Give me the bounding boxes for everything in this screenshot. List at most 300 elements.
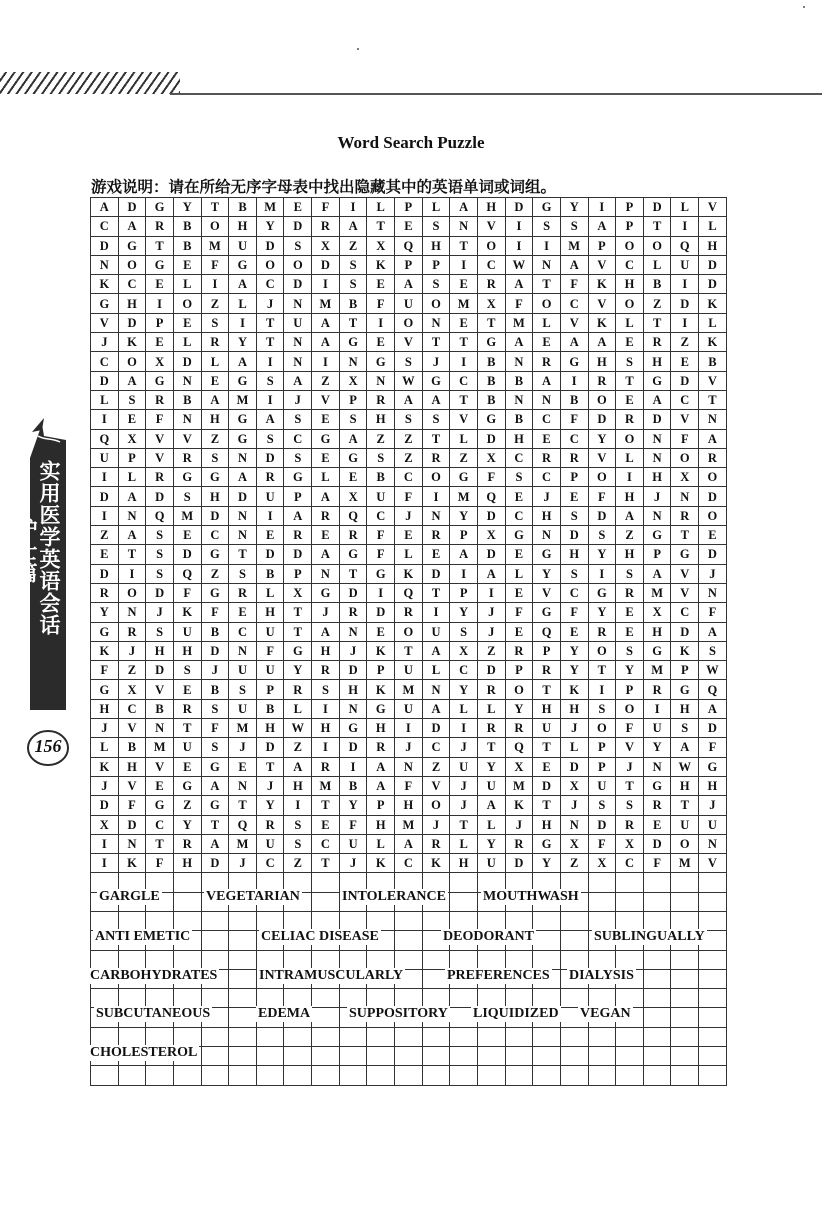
grid-cell: J — [450, 776, 478, 795]
grid-cell — [643, 1047, 671, 1066]
grid-cell: P — [367, 796, 395, 815]
grid-cell — [477, 1066, 505, 1085]
grid-cell: M — [229, 719, 257, 738]
grid-cell: I — [146, 294, 174, 313]
grid-cell: N — [643, 757, 671, 776]
grid-cell: E — [229, 603, 257, 622]
grid-cell: R — [146, 217, 174, 236]
grid-cell: X — [339, 371, 367, 390]
grid-cell: F — [367, 545, 395, 564]
grid-cell: G — [229, 255, 257, 274]
grid-cell: J — [395, 506, 423, 525]
grid-cell: H — [256, 719, 284, 738]
word-list-item: LIQUIDIZED — [473, 1006, 559, 1021]
grid-cell: J — [91, 776, 119, 795]
grid-cell: E — [450, 275, 478, 294]
grid-cell: E — [671, 352, 699, 371]
grid-cell: V — [588, 255, 616, 274]
grid-cell: D — [699, 255, 727, 274]
grid-cell: Y — [91, 603, 119, 622]
word-list-item: MOUTHWASH — [483, 889, 579, 904]
grid-cell: T — [450, 236, 478, 255]
grid-cell: F — [505, 294, 533, 313]
grid-cell: A — [312, 487, 340, 506]
grid-cell: J — [643, 487, 671, 506]
scan-speck — [357, 48, 359, 50]
grid-cell: T — [229, 796, 257, 815]
grid-cell: K — [91, 641, 119, 660]
grid-cell: E — [173, 313, 201, 332]
grid-cell: B — [146, 699, 174, 718]
grid-cell: B — [256, 699, 284, 718]
grid-cell — [699, 873, 727, 892]
grid-cell: H — [312, 719, 340, 738]
grid-cell: A — [477, 564, 505, 583]
grid-cell: D — [422, 564, 450, 583]
grid-cell: S — [256, 429, 284, 448]
grid-cell: P — [284, 487, 312, 506]
grid-cell: X — [477, 448, 505, 467]
grid-cell: C — [256, 854, 284, 873]
grid-cell: X — [560, 834, 588, 853]
grid-cell: T — [284, 622, 312, 641]
grid-cell: V — [450, 410, 478, 429]
grid-cell: L — [450, 699, 478, 718]
grid-cell — [505, 950, 533, 969]
grid-cell: K — [118, 333, 146, 352]
grid-cell: A — [229, 352, 257, 371]
grid-cell — [450, 892, 478, 911]
grid-cell: S — [616, 564, 644, 583]
grid-cell: H — [450, 854, 478, 873]
grid-cell — [395, 1027, 423, 1046]
grid-cell: Y — [450, 506, 478, 525]
grid-cell: W — [505, 255, 533, 274]
grid-cell: I — [91, 468, 119, 487]
grid-cell: P — [256, 680, 284, 699]
grid-cell — [671, 1008, 699, 1027]
grid-cell: U — [450, 757, 478, 776]
grid-cell: R — [367, 390, 395, 409]
grid-cell: L — [450, 429, 478, 448]
grid-cell: O — [616, 699, 644, 718]
grid-cell: U — [173, 622, 201, 641]
grid-cell: K — [505, 796, 533, 815]
grid-cell: E — [560, 487, 588, 506]
grid-cell — [229, 989, 257, 1008]
grid-cell: S — [505, 468, 533, 487]
grid-cell: A — [284, 757, 312, 776]
grid-cell: R — [533, 352, 561, 371]
grid-cell — [533, 1066, 561, 1085]
grid-cell: S — [588, 796, 616, 815]
grid-cell: M — [643, 661, 671, 680]
grid-cell: L — [367, 834, 395, 853]
grid-cell: F — [588, 487, 616, 506]
grid-cell: T — [477, 313, 505, 332]
grid-cell: K — [367, 255, 395, 274]
grid-row — [91, 448, 727, 467]
grid-cell: U — [643, 719, 671, 738]
grid-cell: I — [671, 275, 699, 294]
grid-cell: D — [671, 294, 699, 313]
grid-cell: G — [201, 796, 229, 815]
grid-cell: N — [339, 699, 367, 718]
grid-cell — [173, 892, 201, 911]
grid-cell: R — [284, 680, 312, 699]
grid-row — [91, 275, 727, 294]
grid-cell: K — [367, 680, 395, 699]
grid-cell: L — [201, 352, 229, 371]
grid-cell: F — [201, 719, 229, 738]
grid-cell: G — [173, 468, 201, 487]
grid-cell: G — [699, 757, 727, 776]
grid-cell — [256, 1027, 284, 1046]
page-number: 156 — [34, 736, 62, 756]
grid-cell — [699, 1047, 727, 1066]
grid-cell: I — [395, 719, 423, 738]
grid-cell: C — [505, 506, 533, 525]
grid-cell: S — [284, 236, 312, 255]
grid-cell: S — [173, 487, 201, 506]
grid-cell: C — [146, 815, 174, 834]
grid-cell — [146, 1027, 174, 1046]
grid-cell: S — [201, 699, 229, 718]
grid-cell: I — [588, 680, 616, 699]
chapter-side-tab — [14, 418, 70, 773]
grid-cell: Y — [173, 198, 201, 217]
grid-cell: R — [643, 333, 671, 352]
grid-cell: V — [671, 583, 699, 602]
grid-cell — [477, 1027, 505, 1046]
grid-cell: J — [533, 487, 561, 506]
grid-cell: P — [450, 583, 478, 602]
grid-cell: E — [505, 583, 533, 602]
grid-cell: G — [643, 641, 671, 660]
grid-cell: V — [616, 738, 644, 757]
grid-cell: U — [699, 815, 727, 834]
grid-cell: H — [91, 699, 119, 718]
grid-cell: I — [256, 390, 284, 409]
grid-cell: L — [229, 294, 257, 313]
grid-cell: X — [91, 815, 119, 834]
grid-cell: H — [533, 699, 561, 718]
grid-cell: D — [256, 448, 284, 467]
grid-cell: Y — [284, 661, 312, 680]
grid-cell: M — [505, 313, 533, 332]
grid-cell: I — [588, 198, 616, 217]
grid-cell: L — [699, 313, 727, 332]
grid-cell: N — [533, 255, 561, 274]
grid-cell: D — [173, 352, 201, 371]
grid-cell: K — [118, 854, 146, 873]
grid-cell: T — [588, 661, 616, 680]
grid-cell: R — [616, 815, 644, 834]
grid-cell: S — [284, 448, 312, 467]
grid-cell: E — [560, 622, 588, 641]
grid-cell: L — [312, 468, 340, 487]
grid-cell: G — [229, 410, 257, 429]
grid-cell: C — [450, 661, 478, 680]
grid-cell — [395, 1066, 423, 1085]
grid-cell: E — [312, 448, 340, 467]
grid-cell: D — [91, 487, 119, 506]
grid-cell: G — [643, 776, 671, 795]
grid-cell: H — [422, 236, 450, 255]
grid-cell: D — [118, 313, 146, 332]
grid-cell: U — [229, 236, 257, 255]
grid-cell: A — [699, 429, 727, 448]
grid-cell: J — [477, 603, 505, 622]
grid-cell: Y — [256, 796, 284, 815]
grid-cell: U — [395, 661, 423, 680]
grid-cell: J — [118, 641, 146, 660]
grid-cell: N — [643, 448, 671, 467]
grid-cell: P — [588, 757, 616, 776]
grid-cell: F — [560, 410, 588, 429]
grid-cell: C — [560, 429, 588, 448]
grid-cell: U — [229, 699, 257, 718]
grid-row — [91, 526, 727, 545]
grid-cell: A — [588, 333, 616, 352]
grid-cell: L — [91, 390, 119, 409]
grid-cell: N — [229, 448, 257, 467]
grid-cell: R — [91, 583, 119, 602]
grid-cell: Z — [284, 738, 312, 757]
grid-cell: G — [201, 757, 229, 776]
grid-cell: O — [616, 294, 644, 313]
grid-cell: F — [616, 719, 644, 738]
grid-cell: I — [312, 352, 340, 371]
grid-cell: X — [118, 429, 146, 448]
grid-cell: N — [422, 506, 450, 525]
grid-cell: E — [146, 275, 174, 294]
grid-cell: L — [699, 217, 727, 236]
page-title: Word Search Puzzle — [337, 133, 485, 152]
grid-cell: Z — [643, 294, 671, 313]
grid-cell: E — [505, 545, 533, 564]
grid-cell: Q — [699, 680, 727, 699]
grid-cell: Z — [450, 448, 478, 467]
grid-cell: K — [367, 641, 395, 660]
grid-cell: V — [588, 448, 616, 467]
grid-cell: H — [367, 815, 395, 834]
grid-cell: T — [339, 313, 367, 332]
grid-cell: O — [422, 468, 450, 487]
grid-cell: G — [367, 352, 395, 371]
grid-cell: X — [284, 583, 312, 602]
grid-cell — [339, 1027, 367, 1046]
grid-cell: P — [560, 468, 588, 487]
grid-cell: Z — [173, 796, 201, 815]
grid-cell: I — [91, 854, 119, 873]
grid-cell: X — [339, 487, 367, 506]
grid-cell: U — [91, 448, 119, 467]
grid-cell — [560, 911, 588, 930]
grid-cell: F — [201, 603, 229, 622]
grid-row — [91, 390, 727, 409]
grid-cell: Y — [560, 641, 588, 660]
grid-cell — [395, 931, 423, 950]
grid-cell: T — [671, 796, 699, 815]
grid-cell: R — [173, 834, 201, 853]
grid-cell: G — [201, 583, 229, 602]
grid-cell: D — [229, 487, 257, 506]
grid-cell — [422, 911, 450, 930]
grid-cell: T — [422, 429, 450, 448]
grid-cell: L — [616, 448, 644, 467]
grid-cell: G — [312, 429, 340, 448]
grid-cell — [643, 1066, 671, 1085]
grid-cell: C — [395, 468, 423, 487]
grid-cell: Z — [477, 641, 505, 660]
grid-cell: A — [533, 371, 561, 390]
grid-cell: S — [229, 680, 257, 699]
grid-cell: U — [422, 622, 450, 641]
grid-cell: T — [339, 564, 367, 583]
grid-cell: C — [505, 448, 533, 467]
grid-cell: M — [643, 583, 671, 602]
grid-cell: H — [173, 641, 201, 660]
grid-cell: B — [505, 371, 533, 390]
grid-cell — [91, 911, 119, 930]
grid-cell — [616, 892, 644, 911]
grid-cell: V — [118, 776, 146, 795]
grid-cell — [643, 873, 671, 892]
grid-cell: G — [533, 198, 561, 217]
grid-row — [91, 680, 727, 699]
grid-cell — [91, 1066, 119, 1085]
grid-cell — [312, 892, 340, 911]
grid-cell: R — [118, 622, 146, 641]
grid-cell: K — [588, 275, 616, 294]
grid-cell: L — [173, 275, 201, 294]
grid-cell: C — [91, 217, 119, 236]
grid-cell: F — [395, 776, 423, 795]
grid-cell — [284, 950, 312, 969]
grid-cell: H — [616, 487, 644, 506]
grid-cell: I — [367, 313, 395, 332]
grid-cell: D — [643, 834, 671, 853]
word-list-item: CARBOHYDRATES — [90, 968, 218, 983]
grid-cell: Y — [588, 545, 616, 564]
grid-cell: R — [422, 526, 450, 545]
grid-cell: H — [671, 699, 699, 718]
grid-cell: D — [588, 410, 616, 429]
grid-cell: F — [367, 526, 395, 545]
grid-cell: N — [505, 352, 533, 371]
grid-cell: A — [201, 834, 229, 853]
grid-cell: H — [118, 757, 146, 776]
grid-cell: Y — [505, 699, 533, 718]
grid-cell: O — [643, 236, 671, 255]
grid-cell: G — [91, 294, 119, 313]
grid-cell: N — [560, 815, 588, 834]
grid-cell: O — [533, 294, 561, 313]
grid-cell: U — [339, 834, 367, 853]
grid-cell — [339, 1047, 367, 1066]
grid-cell: D — [533, 776, 561, 795]
grid-cell: G — [671, 680, 699, 699]
grid-cell: H — [284, 776, 312, 795]
grid-cell: S — [173, 661, 201, 680]
grid-cell: E — [533, 429, 561, 448]
grid-cell: M — [201, 236, 229, 255]
grid-cell: T — [616, 371, 644, 390]
grid-cell — [450, 1047, 478, 1066]
grid-cell: T — [146, 236, 174, 255]
grid-cell: E — [173, 255, 201, 274]
grid-cell: K — [367, 854, 395, 873]
grid-cell: E — [173, 680, 201, 699]
grid-cell: Q — [533, 622, 561, 641]
grid-cell: E — [312, 526, 340, 545]
grid-cell: I — [256, 506, 284, 525]
grid-cell: D — [339, 583, 367, 602]
grid-cell: G — [146, 371, 174, 390]
grid-cell: T — [284, 603, 312, 622]
grid-cell: S — [699, 641, 727, 660]
grid-cell: T — [229, 545, 257, 564]
grid-cell: S — [671, 719, 699, 738]
grid-cell: K — [699, 294, 727, 313]
grid-row — [91, 719, 727, 738]
grid-cell: A — [616, 506, 644, 525]
grid-cell: R — [422, 834, 450, 853]
grid-cell — [671, 969, 699, 988]
grid-cell: S — [339, 255, 367, 274]
grid-cell: R — [533, 448, 561, 467]
grid-cell: E — [699, 526, 727, 545]
grid-cell: N — [699, 834, 727, 853]
grid-cell: A — [312, 622, 340, 641]
grid-cell: G — [339, 448, 367, 467]
word-list-item: EDEMA — [258, 1006, 311, 1021]
grid-cell: W — [699, 661, 727, 680]
grid-cell: T — [477, 738, 505, 757]
grid-cell: A — [477, 796, 505, 815]
grid-cell: H — [643, 622, 671, 641]
grid-cell: G — [533, 603, 561, 622]
grid-row — [91, 198, 727, 217]
grid-cell: A — [229, 275, 257, 294]
grid-row — [91, 371, 727, 390]
grid-row — [91, 236, 727, 255]
grid-cell: G — [284, 641, 312, 660]
grid-cell: C — [616, 854, 644, 873]
grid-cell: B — [201, 622, 229, 641]
grid-cell: Q — [173, 564, 201, 583]
grid-cell — [616, 911, 644, 930]
grid-cell: P — [395, 255, 423, 274]
grid-cell: N — [699, 410, 727, 429]
grid-cell — [699, 969, 727, 988]
grid-cell — [256, 1047, 284, 1066]
grid-cell: P — [588, 236, 616, 255]
grid-cell — [616, 873, 644, 892]
grid-cell: R — [560, 448, 588, 467]
grid-cell: P — [422, 255, 450, 274]
grid-cell: N — [229, 641, 257, 660]
grid-cell: H — [395, 796, 423, 815]
grid-cell: E — [450, 313, 478, 332]
grid-cell: R — [477, 719, 505, 738]
grid-cell — [395, 911, 423, 930]
grid-cell: I — [671, 313, 699, 332]
grid-cell: V — [146, 680, 174, 699]
grid-cell: U — [395, 294, 423, 313]
grid-row — [91, 468, 727, 487]
